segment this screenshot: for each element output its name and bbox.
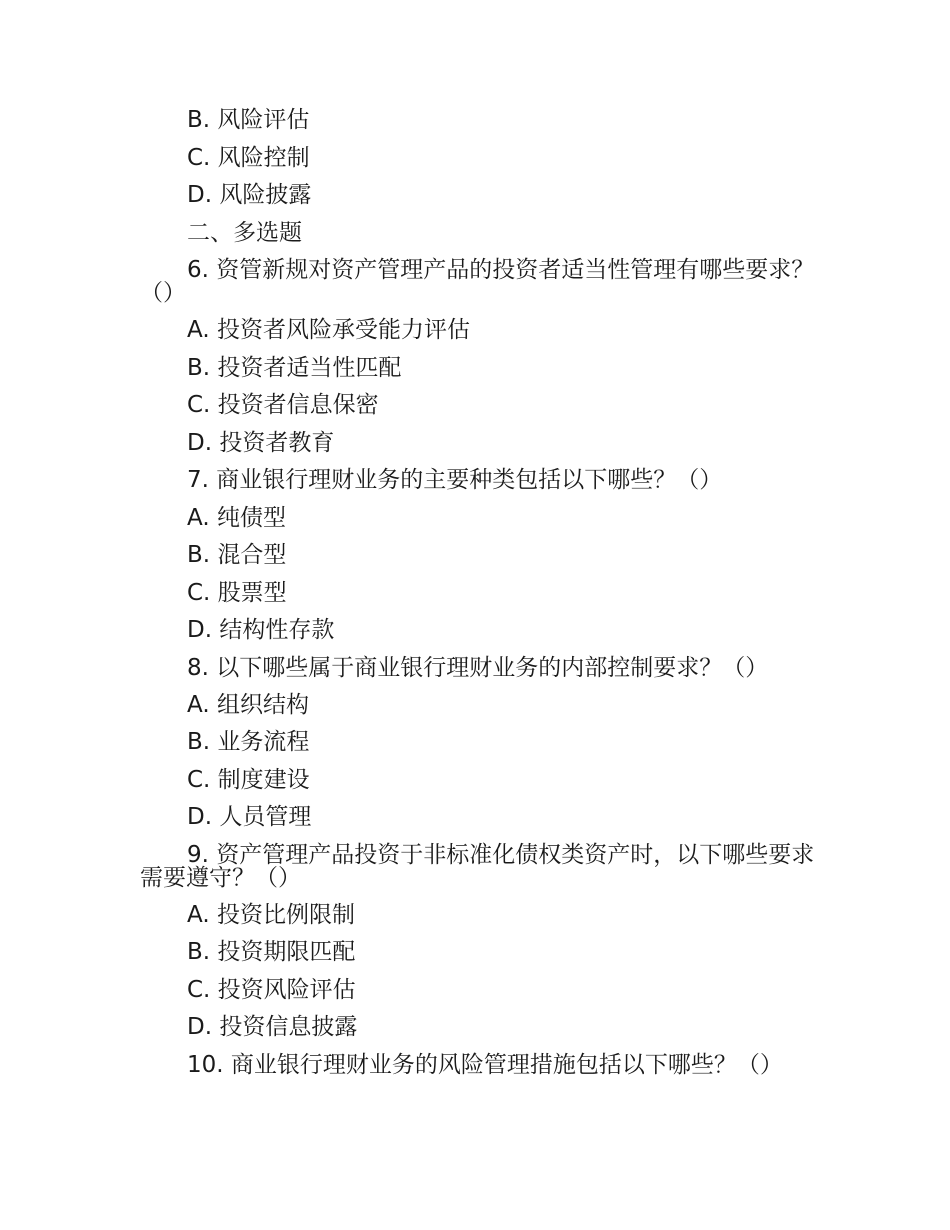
document-body — [140, 102, 820, 1084]
option-c-risk-control: C. 风险控制 — [187, 144, 310, 171]
q8-option-c: C. 制度建设 — [187, 766, 310, 793]
question-8: 8. 以下哪些属于商业银行理财业务的内部控制要求？（） — [187, 654, 769, 681]
q8-option-d: D. 人员管理 — [187, 804, 312, 830]
question-6: 6. 资管新规对资产管理产品的投资者适当性管理有哪些要求？（） — [140, 257, 815, 306]
q8-option-b: B. 业务流程 — [187, 729, 310, 755]
q9-option-b: B. 投资期限匹配 — [187, 939, 356, 965]
q6-option-d: D. 投资者教育 — [187, 429, 335, 456]
q7-option-a: A. 纯债型 — [187, 504, 286, 531]
section-heading-multiple-choice: 二、多选题 — [187, 219, 302, 246]
question-9: 9. 资产管理产品投资于非标准化债权类资产时，以下哪些要求需要遵守？（） — [140, 841, 815, 891]
option-d-risk-disclosure: D. 风险披露 — [187, 182, 312, 208]
q9-option-a: A. 投资比例限制 — [187, 901, 355, 928]
q6-option-b: B. 投资者适当性匹配 — [187, 354, 402, 381]
question-7: 7. 商业银行理财业务的主要种类包括以下哪些？（） — [187, 467, 723, 493]
question-10: 10. 商业银行理财业务的风险管理措施包括以下哪些？（） — [187, 1051, 783, 1078]
q6-option-c: C. 投资者信息保密 — [187, 392, 379, 418]
q7-option-d: D. 结构性存款 — [187, 617, 335, 643]
q9-option-d: D. 投资信息披露 — [187, 1014, 358, 1040]
q9-option-c: C. 投资风险评估 — [187, 976, 356, 1003]
q6-option-a: A. 投资者风险承受能力评估 — [187, 317, 470, 343]
q7-option-c: C. 股票型 — [187, 579, 287, 606]
q8-option-a: A. 组织结构 — [187, 691, 309, 718]
q7-option-b: B. 混合型 — [187, 542, 287, 568]
option-b-risk-assessment: B. 风险评估 — [187, 107, 310, 133]
